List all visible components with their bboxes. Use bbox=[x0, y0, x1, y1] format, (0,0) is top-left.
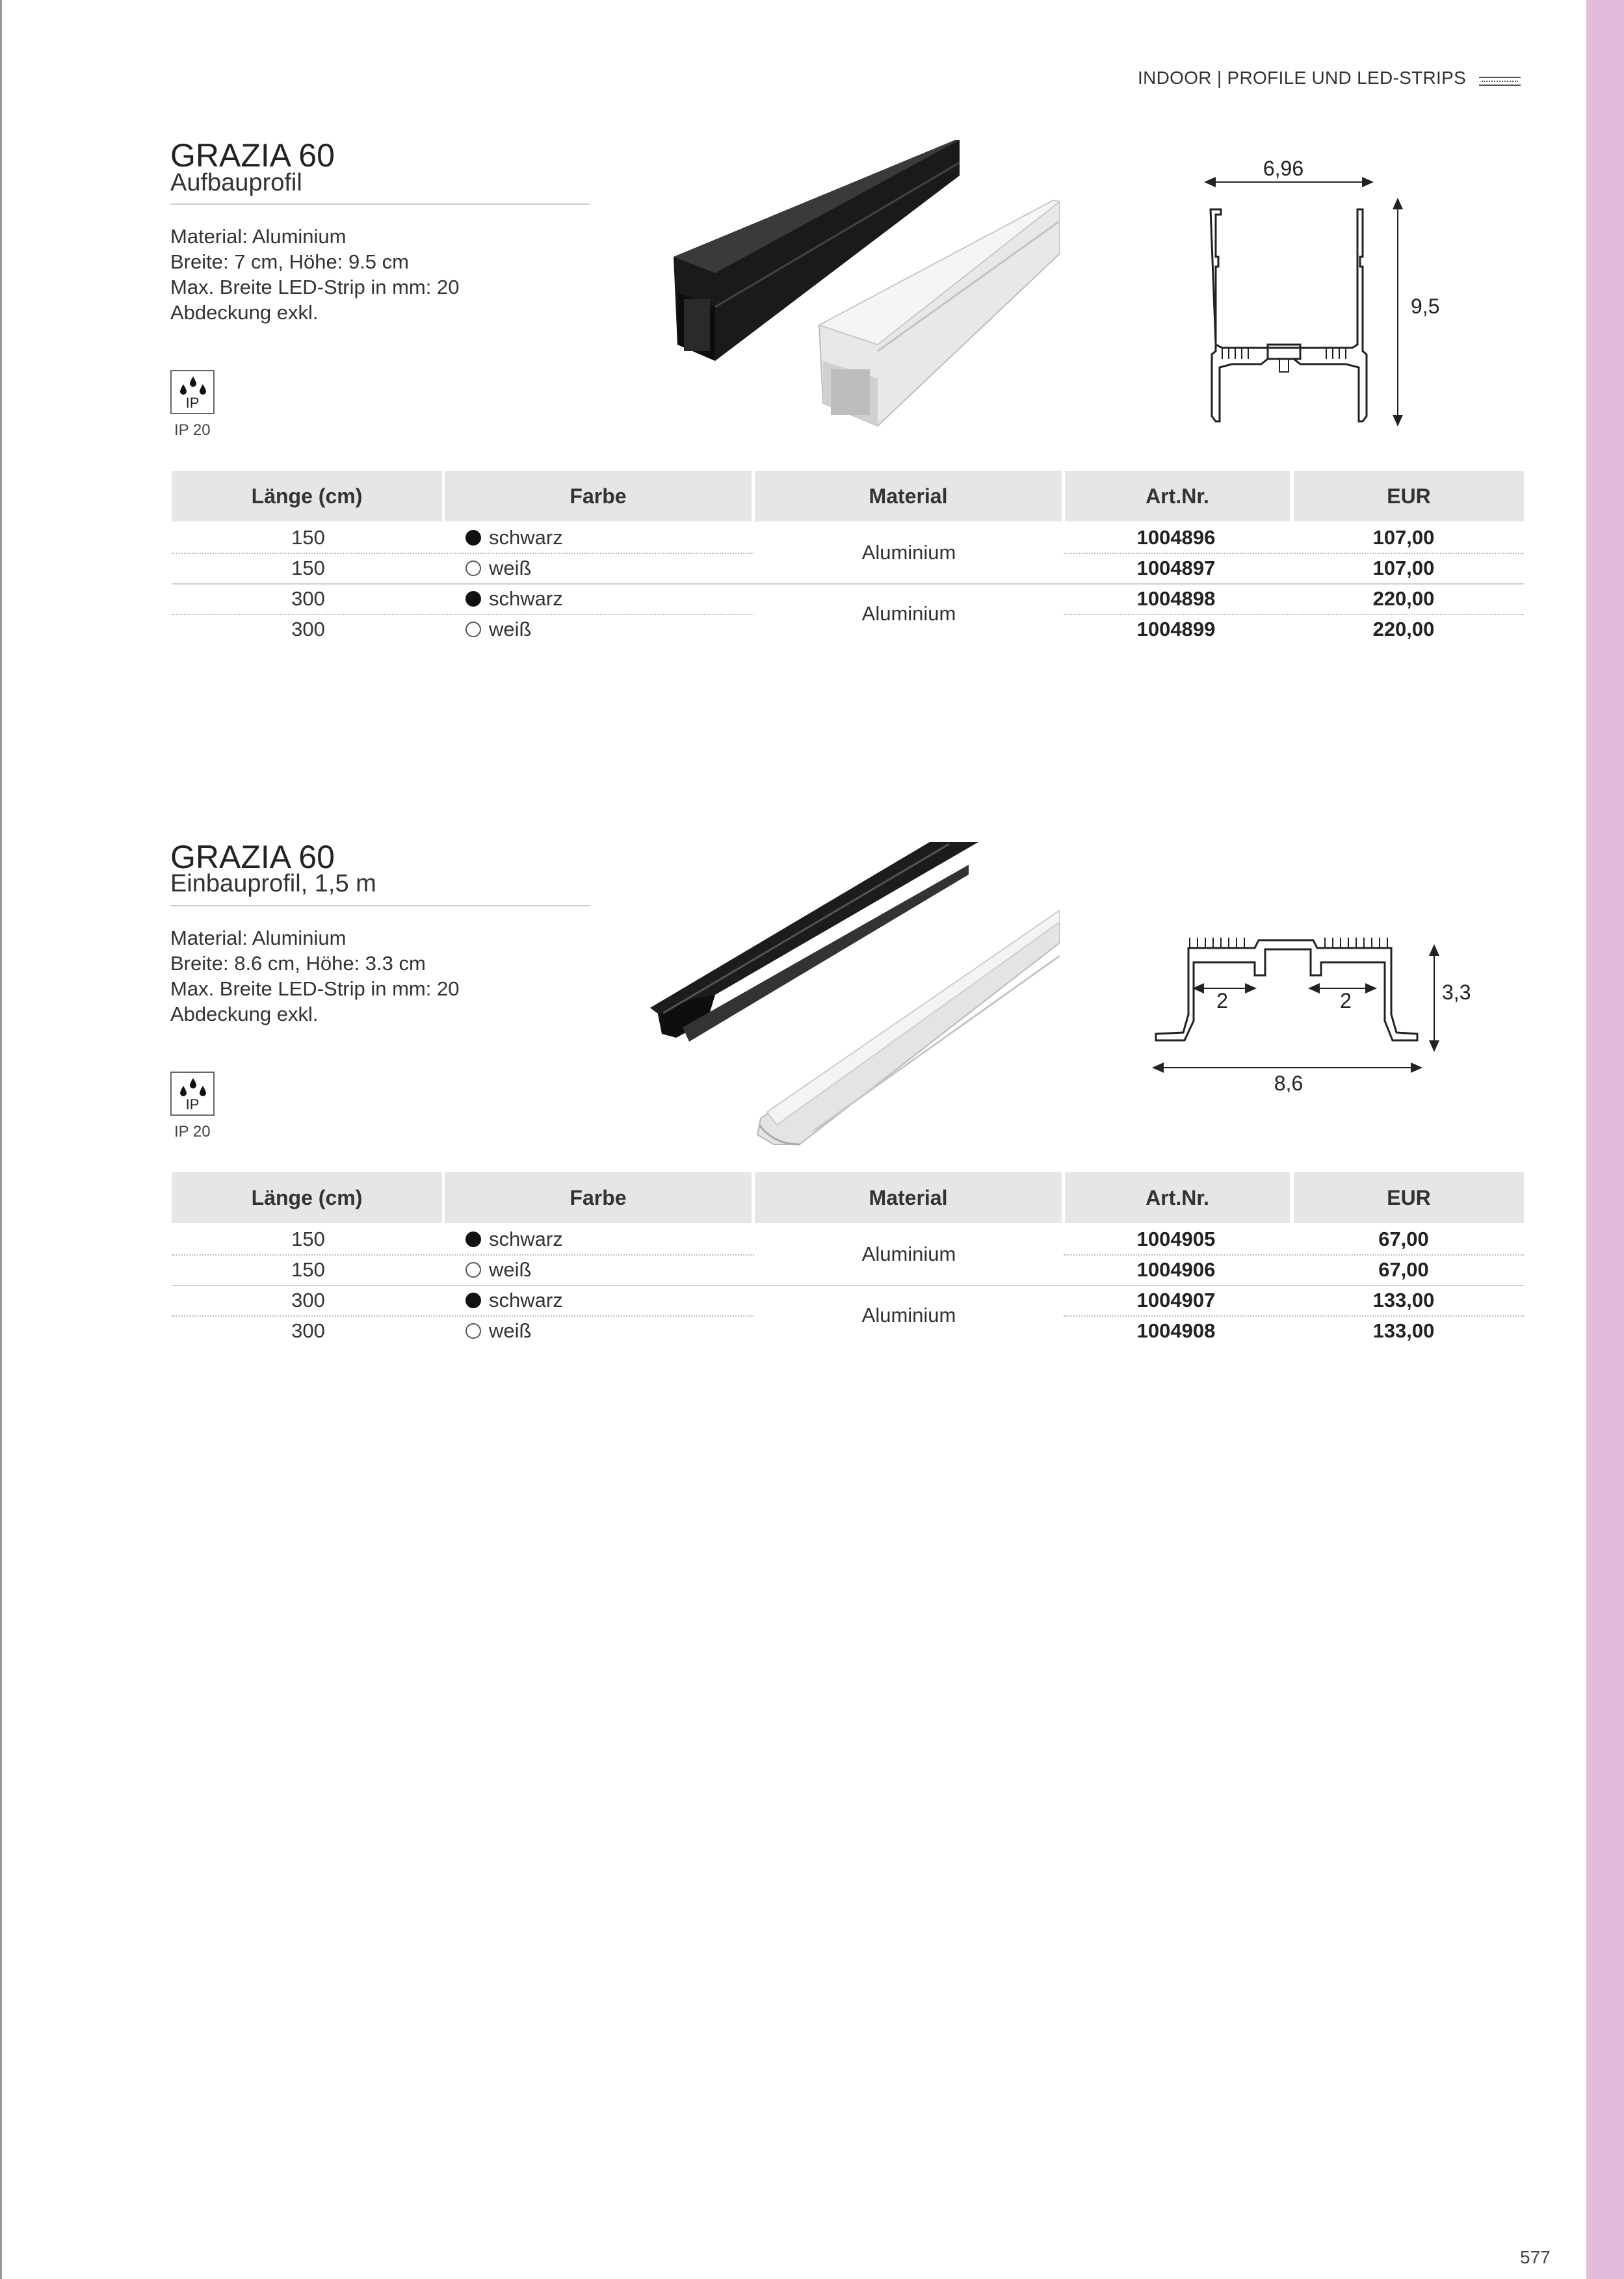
art-nr-cell: 1004899 bbox=[1136, 618, 1216, 640]
header-material: Material bbox=[755, 1172, 1062, 1223]
product-image-einbauprofil bbox=[644, 839, 1060, 1151]
product-subtitle: Einbauprofil, 1,5 m bbox=[170, 870, 376, 897]
color-cell bbox=[445, 1224, 757, 1254]
product-subtitle: Aufbauprofil bbox=[170, 169, 302, 196]
price-cell: 107,00 bbox=[1372, 526, 1435, 549]
art-nr-cell: 1004908 bbox=[1136, 1319, 1216, 1342]
table-header bbox=[172, 1172, 1524, 1223]
length-cell: 300 bbox=[291, 587, 325, 610]
color-label: schwarz bbox=[489, 526, 563, 549]
header-material: Material bbox=[755, 471, 1062, 521]
color-cell bbox=[445, 584, 757, 614]
length-cell: 150 bbox=[291, 1258, 325, 1281]
spec-line: Breite: 7 cm, Höhe: 9.5 cm bbox=[170, 250, 409, 273]
color-label: weiß bbox=[489, 1319, 532, 1342]
inner-left-dimension-label: 2 bbox=[1216, 989, 1228, 1012]
price-cell: 133,00 bbox=[1372, 1319, 1435, 1342]
ip-rating-label: IP 20 bbox=[174, 421, 211, 439]
dimension-drawing-einbauprofil bbox=[1151, 930, 1476, 1092]
header-eur: EUR bbox=[1294, 471, 1524, 521]
spec-line: Abdeckung exkl. bbox=[170, 1003, 319, 1025]
ip-rating-label: IP 20 bbox=[174, 1123, 211, 1140]
color-cell bbox=[445, 614, 757, 644]
ip-rating-icon bbox=[170, 370, 215, 414]
price-cell: 133,00 bbox=[1372, 1289, 1435, 1311]
water-drops-icon bbox=[178, 1077, 208, 1098]
white-swatch-icon bbox=[465, 1262, 481, 1278]
color-label: weiß bbox=[489, 557, 532, 579]
color-cell bbox=[445, 1316, 757, 1346]
product-specs bbox=[170, 224, 459, 325]
price-cell: 220,00 bbox=[1372, 587, 1435, 610]
product-image-aufbauprofil bbox=[670, 137, 1060, 436]
spec-line: Material: Aluminium bbox=[170, 225, 347, 248]
page-number: 577 bbox=[1520, 2247, 1551, 2267]
price-cell: 67,00 bbox=[1378, 1228, 1429, 1250]
price-cell: 67,00 bbox=[1378, 1258, 1429, 1281]
length-cell: 300 bbox=[291, 1289, 325, 1311]
header-color: Farbe bbox=[445, 471, 752, 521]
black-swatch-icon bbox=[465, 591, 481, 607]
title-divider bbox=[170, 905, 590, 906]
color-label: weiß bbox=[489, 618, 532, 640]
width-dimension-label: 8,6 bbox=[1274, 1072, 1303, 1092]
product-section-einbauprofil bbox=[0, 650, 1586, 1365]
color-cell bbox=[445, 1255, 757, 1285]
spec-line: Max. Breite LED-Strip in mm: 20 bbox=[170, 977, 460, 1000]
price-cell: 107,00 bbox=[1372, 557, 1435, 579]
length-cell: 300 bbox=[291, 1319, 325, 1342]
color-cell bbox=[445, 553, 757, 583]
spec-line: Abdeckung exkl. bbox=[170, 301, 319, 324]
product-section-aufbauprofil bbox=[0, 0, 1586, 650]
table-header bbox=[172, 471, 1524, 521]
product-table bbox=[172, 1172, 1524, 1348]
art-nr-cell: 1004896 bbox=[1136, 526, 1216, 549]
color-label: weiß bbox=[489, 1258, 532, 1281]
spec-line: Material: Aluminium bbox=[170, 927, 347, 949]
length-cell: 150 bbox=[291, 557, 325, 579]
header-art-nr: Art.Nr. bbox=[1065, 471, 1290, 521]
page-header-category: INDOOR | PROFILE UND LED-STRIPS bbox=[1138, 68, 1467, 88]
dimension-drawing-aufbauprofil bbox=[1196, 150, 1469, 436]
art-nr-cell: 1004905 bbox=[1136, 1228, 1216, 1250]
length-cell: 300 bbox=[291, 618, 325, 640]
material-cell: Aluminium bbox=[861, 1243, 956, 1265]
color-label: schwarz bbox=[489, 1228, 563, 1250]
header-art-nr: Art.Nr. bbox=[1065, 1172, 1290, 1223]
length-cell: 150 bbox=[291, 526, 325, 549]
header-length: Länge (cm) bbox=[172, 1172, 442, 1223]
height-dimension-label: 9,5 bbox=[1411, 295, 1440, 318]
product-table bbox=[172, 471, 1524, 646]
black-swatch-icon bbox=[465, 530, 481, 546]
product-title: GRAZIA 60 bbox=[170, 137, 335, 174]
color-label: schwarz bbox=[489, 1289, 563, 1311]
length-cell: 150 bbox=[291, 1228, 325, 1250]
header-eur: EUR bbox=[1294, 1172, 1524, 1223]
height-dimension-label: 3,3 bbox=[1442, 981, 1471, 1004]
art-nr-cell: 1004906 bbox=[1136, 1258, 1216, 1281]
material-cell: Aluminium bbox=[861, 602, 956, 625]
header-length: Länge (cm) bbox=[172, 471, 442, 521]
price-cell: 220,00 bbox=[1372, 618, 1435, 640]
color-cell bbox=[445, 523, 757, 553]
ip-icon-text: IP bbox=[185, 1096, 200, 1113]
ip-rating-icon bbox=[170, 1072, 215, 1116]
white-swatch-icon bbox=[465, 1323, 481, 1339]
black-swatch-icon bbox=[465, 1293, 481, 1308]
material-cell: Aluminium bbox=[861, 541, 956, 564]
ip-icon-text: IP bbox=[185, 395, 200, 411]
color-cell bbox=[445, 1285, 757, 1315]
water-drops-icon bbox=[178, 375, 208, 396]
material-cell: Aluminium bbox=[861, 1304, 956, 1326]
spec-line: Max. Breite LED-Strip in mm: 20 bbox=[170, 276, 460, 298]
black-swatch-icon bbox=[465, 1232, 481, 1247]
art-nr-cell: 1004897 bbox=[1136, 557, 1216, 579]
category-color-strip bbox=[1586, 0, 1624, 2279]
product-title: GRAZIA 60 bbox=[170, 839, 335, 875]
title-divider bbox=[170, 204, 590, 205]
white-swatch-icon bbox=[465, 622, 481, 637]
spec-line: Breite: 8.6 cm, Höhe: 3.3 cm bbox=[170, 952, 426, 975]
inner-right-dimension-label: 2 bbox=[1340, 989, 1352, 1012]
product-specs bbox=[170, 925, 459, 1027]
art-nr-cell: 1004907 bbox=[1136, 1289, 1216, 1311]
header-color: Farbe bbox=[445, 1172, 752, 1223]
art-nr-cell: 1004898 bbox=[1136, 587, 1216, 610]
color-label: schwarz bbox=[489, 587, 563, 610]
width-dimension-label: 6,96 bbox=[1263, 157, 1304, 180]
white-swatch-icon bbox=[465, 560, 481, 576]
